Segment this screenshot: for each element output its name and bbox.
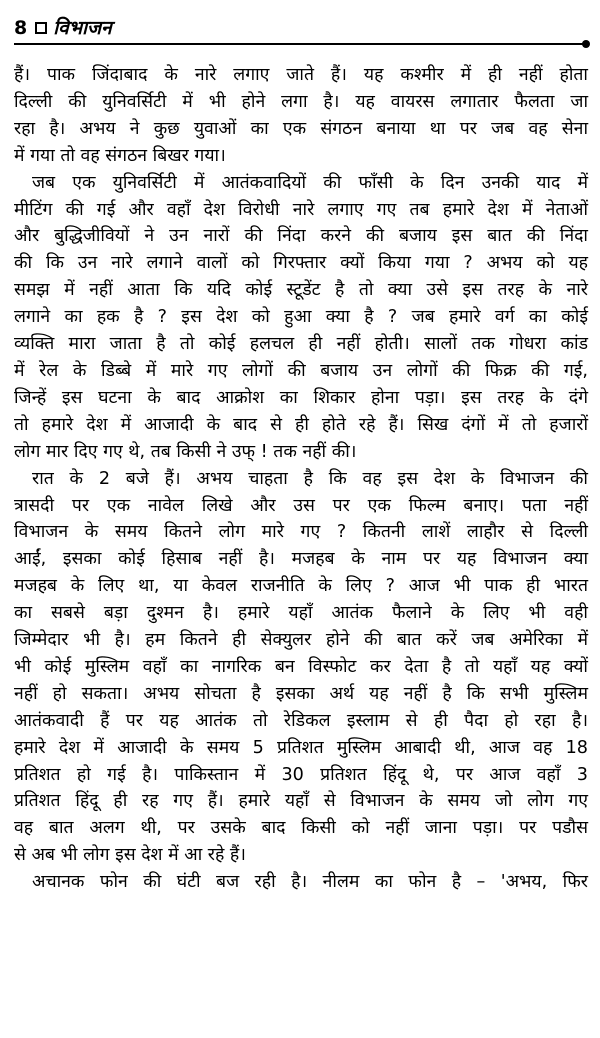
paragraph	[14, 466, 588, 870]
text-line: हैं। पाक जिंदाबाद के नारे लगाए जाते हैं। यह कश्मीर में ही नहीं होता	[14, 65, 588, 85]
text-line: लोग मार दिए गए थे, तब किसी ने उफ् ! तक नहीं की।	[14, 441, 357, 462]
text-line: नहीं हो सकता। अभय सोचता है इसका अर्थ यह नहीं है कि सभी मुस्लिम	[14, 683, 588, 704]
text-line: जिम्मेदार भी है। हम कितने ही सेक्युलर होने की बात करें जब अमेरिका में	[14, 630, 588, 651]
text-line: आतंकवादी हैं पर यह आतंक तो रेडिकल इस्लाम से ही पैदा हो रहा है।	[14, 710, 588, 731]
paragraph	[14, 170, 588, 466]
text-line: समझ में नहीं आता कि यदि कोई स्टूडेंट है तो क्या उसे इस तरह के नारे	[14, 280, 588, 301]
text-line: मजहब के लिए था, या केवल राजनीति के लिए ? आज भी पाक ही भारत	[14, 576, 588, 597]
running-header	[14, 16, 590, 44]
text-line: आईं, इसका कोई हिसाब नहीं है। मजहब के नाम पर यह विभाजन क्या	[14, 549, 588, 570]
text-line: का सबसे बड़ा दुश्मन है। हमारे यहाँ आतंक फैलाने के लिए भी वही	[14, 603, 588, 624]
paragraph	[14, 869, 588, 896]
text-line: भी कोई मुस्लिम वहाँ का नागरिक बन विस्फोट कर देता है तो यहाँ यह क्यों	[14, 656, 588, 677]
text-line: तो हमारे देश में आजादी के बाद से ही होते रहे हैं। सिख दंगों में तो हजारों	[14, 414, 588, 435]
text-line: दिल्ली की युनिवर्सिटी में भी होने लगा है। यह वायरस लगातार फैलता जा	[14, 91, 588, 112]
text-line: लगाने का हक है ? इस देश को हुआ क्या है ? जब हमारे वर्ग का कोई	[14, 307, 588, 328]
page-number: 8	[14, 17, 28, 39]
text-line: विभाजन के समय कितने लोग मारे गए ? कितनी लाशें लाहौर से दिल्ली	[14, 522, 588, 543]
rule-end-dot-icon	[582, 40, 590, 48]
header-rule	[14, 43, 586, 45]
text-line: प्रतिशत हो गई है। पाकिस्तान में 30 प्रतिशत हिंदू थे, पर आज वहाँ 3	[14, 764, 588, 785]
text-line: त्रासदी पर एक नावेल लिखे और उस पर एक फिल्म बनाए। पता नहीं	[14, 495, 588, 516]
text-line: जब एक युनिवर्सिटी में आतंकवादियों की फाँसी के दिन उनकी याद में	[32, 172, 588, 193]
running-title: विभाजन	[53, 17, 112, 39]
body-text	[14, 62, 588, 896]
text-line: से अब भी लोग इस देश में आ रहे हैं।	[14, 845, 246, 866]
text-line: में गया तो वह संगठन बिखर गया।	[14, 145, 226, 166]
text-line: जिन्हें इस घटना के बाद आक्रोश का शिकार होना पड़ा। इस तरह के दंगे	[14, 387, 588, 408]
text-line: व्यक्ति मारा जाता है तो कोई हलचल ही नहीं होती। सालों तक गोधरा कांड	[14, 334, 588, 355]
text-line: अचानक फोन की घंटी बज रही है। नीलम का फोन है – 'अभय, फिर	[32, 872, 588, 893]
text-line: वह बात अलग थी, पर उसके बाद किसी को नहीं जाना पड़ा। पर पडौस	[14, 818, 588, 839]
text-line: की कि उन नारे लगाने वालों को गिरफ्तार क्यों किया गया ? अभय को यह	[14, 253, 588, 274]
text-line: रहा है। अभय ने कुछ युवाओं का एक संगठन बनाया था पर जब वह सेना	[14, 118, 588, 139]
text-line: मीटिंग की गई और वहाँ देश विरोधी नारे लगाए गए तब हमारे देश में नेताओं	[14, 199, 588, 220]
square-bullet-icon	[35, 22, 47, 34]
text-line: प्रतिशत हिंदू ही रह गए हैं। हमारे यहाँ से विभाजन के समय जो लोग गए	[14, 791, 588, 812]
text-line: हमारे देश में आजादी के समय 5 प्रतिशत मुस्लिम आबादी थी, आज वह 18	[14, 737, 588, 758]
text-line: और बुद्धिजीवियों ने उन नारों की निंदा करने की बजाय इस बात की निंदा	[14, 226, 588, 247]
paragraph	[14, 62, 588, 170]
text-line: रात के 2 बजे हैं। अभय चाहता है कि वह इस देश के विभाजन की	[32, 468, 588, 489]
text-line: में रेल के डिब्बे में मारे गए लोगों की बजाय उन लोगों की फिक्र की गई,	[14, 360, 588, 381]
